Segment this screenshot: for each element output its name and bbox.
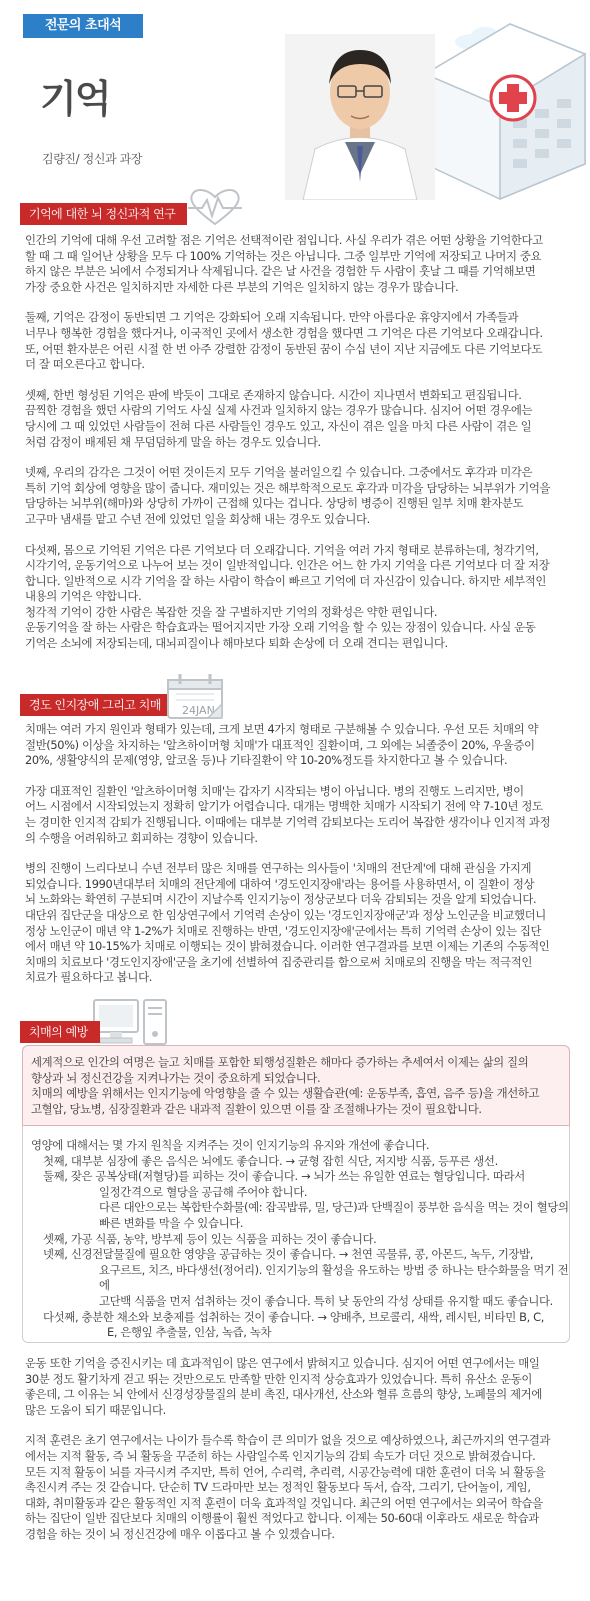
diet-item-fourth-cont: 고단백 식품을 먼저 섭취하는 것이 좋습니다. 특히 낮 동안의 각성 상태를 유지할 때도 좋습니다. — [99, 1293, 553, 1308]
heartbeat-icon — [186, 186, 244, 228]
s3-para-exercise: 운동 또한 기억을 증진시키는 데 효과적임이 많은 연구에서 밝혀지고 있습니다. 심지어 어떤 연구에서는 매일 30분 정도 활기차게 걷고 뛰는 것만으로도 만족할 만한 인지적 상승효과가 있었습니다. 특히 유산소 운동이 좋은데, 그 이유는 뇌 안에서 신경성장물질의 분비 촉진, 대사개선, 산소와 혈류 흐름의 향상, 노폐물의 제거에 많은 도움이 되기 때문입니다. — [25, 1356, 542, 1417]
s1-para2: 둘째, 기억은 감정이 동반되면 그 기억은 강화되어 오래 지속됩니다. 만약 아름다운 휴양지에서 가족들과 너무나 행복한 경험을 했다거나, 이국적인 곳에서 생소한 경험을 했다면 그 기억은 다른 기억보다 오래갑니다. 또, 어떤 환자분은 어린 시절 한 번 아주 강렬한 감정이 동반된 꿈이 수십 년이 지난 지금에도 다른 기억보다도 더 잘 떠오른다고 합니다. — [25, 310, 543, 372]
hospital-icon — [425, 24, 585, 199]
diet-item-second-cont: 빠른 변화를 막을 수 있습니다. — [99, 1215, 244, 1230]
calendar-icon — [164, 670, 230, 722]
page-title: 기억 — [40, 77, 110, 121]
diet-item-fifth-cont: E, 은행잎 추출물, 인삼, 녹즙, 녹차 — [107, 1325, 272, 1340]
hero-illustration — [285, 14, 590, 200]
diet-item-second-cont: 다른 대안으로는 복합탄수화물(예: 잡곡밥류, 밀, 당근)과 단백질이 풍부한 음식을 먹는 것이 혈당의 — [99, 1200, 569, 1215]
s2-para3: 병의 진행이 느리다보니 수년 전부터 많은 치매를 연구하는 의사들이 '치매의 전단계'에 대해 관심을 가지게 되었습니다. 1990년대부터 치매의 전단계에 대하여 '경도인지장애'라는 용어를 사용하면서, 이 질환이 정상 뇌 노화와는 확연히 구분되며 시간이 지날수록 인지기능이 정상군보다 더욱 감퇴되는 것을 알게 되었습니다. 대단위 집단군을 대상으로 한 임상연구에서 기억력 손상이 있는 '경도인지장애군'과 정상 노인군을 비교했더니 정상 노인군이 매년 약 1-2%가 치매로 진행하는 반면, '경도인지장애'군에서는 특히 기억력 손상이 있는 집단 에서 매년 약 10-15%가 치매로 이행되는 것이 밝혀졌습니다. 이러한 연구결과를 보면 이제는 기존의 수동적인 치매의 치료보다 '경도인지장애'군을 초기에 선별하여 집중관리를 함으로써 치매로의 진행을 막는 적극적인 치료가 필요하다고 봅니다. — [25, 861, 550, 985]
diet-intro: 영양에 대해서는 몇 가지 원칙을 지켜주는 것이 인지기능의 유지와 개선에 좋습니다. — [31, 1138, 430, 1152]
calendar-label: 24JAN — [182, 704, 215, 717]
diet-item-second-cont: 일정간격으로 혈당을 공급해 주어야 합니다. — [99, 1184, 308, 1199]
s1-para5: 다섯째, 몸으로 기억된 기억은 다른 기억보다 더 오래갑니다. 기억을 여러 가지 형태로 분류하는데, 청각기억, 시각기억, 운동기억으로 나누어 보는 것이 일반적입니다. 인간은 어느 한 가지 기억을 다른 기억보다 더 잘 저장 합니다. 일반적으로 시각 기억을 잘 하는 사람이 학습이 빠르고 기억에 더 자신감이 있습니다. 하지만 세부적인 내용의 기억은 약합니다. 청각적 기억이 강한 사람은 복잡한 것을 잘 구별하지만 기억의 정확성은 약한 편입니다. 운동기억을 잘 하는 사람은 학습효과는 떨어지지만 가장 오래 기억을 할 수 있는 장점이 있습니다. 사실 운동 기억은 소뇌에 저장되는데, 대뇌피질이나 해마보다 퇴화 손상에 더 오래 견디는 편입니다. — [25, 542, 550, 651]
s2-para1: 치매는 여러 가지 원인과 형태가 있는데, 크게 보면 4가지 형태로 구분해볼 수 있습니다. 우선 모든 치매의 약 절반(50%) 이상을 차지하는 '알츠하이머형 치매'가 대표적인 질환이며, 그 외에는 뇌졸중이 20%, 우울증이 20%, 생활양식의 문제(영양, 알코올 등)나 기타질환이 약 10-20%정도를 차지한다고 볼 수 있습니다. — [25, 722, 539, 768]
diet-item-first: 첫째, 대부분 심장에 좋은 음식은 뇌에도 좋습니다. → 균형 잡힌 식단, 저지방 식품, 등푸른 생선. — [43, 1153, 498, 1168]
prevention-intro: 세계적으로 인간의 여명은 늘고 치매를 포함한 퇴행성질환은 해마다 증가하는 추세여서 이제는 삶의 질의 향상과 뇌 정신건강을 지켜나가는 것이 중요하게 되었습니다. 치매의 예방을 위해서는 인지기능에 악영향을 줄 수 있는 생활습관(예: 운동부족, 흡연, 음주 등)을 개선하고 고혈압, 당뇨병, 심장질환과 같은 내과적 질환이 있으면 이를 잘 조절해나가는 것이 필요합니다. — [31, 1055, 540, 1116]
s1-para3: 셋째, 한번 형성된 기억은 판에 박듯이 그대로 존재하지 않습니다. 시간이 지나면서 변화되고 편집됩니다. 끔찍한 경험을 했던 사람의 기억도 사실 실제 사건과 일치하지 않는 경우가 많습니다. 심지어 어떤 경우에는 당시에 그 때 있었던 사람들이 전혀 다른 사람들인 경우도 있고, 자신이 겪은 일을 마치 다른 사람이 겪은 일 처럼 감정이 배제된 채 무덤덤하게 말을 하는 경우도 있습니다. — [25, 387, 533, 449]
diet-item-second: 둘째, 잦은 공복상태(저혈당)를 피하는 것이 좋습니다. → 뇌가 쓰는 유일한 연료는 혈당입니다. 따라서 — [43, 1169, 525, 1184]
s3-para-training: 지적 훈련은 초기 연구에서는 나이가 들수록 학습이 큰 의미가 없을 것으로 예상하였으나, 최근까지의 연구결과 에서는 지적 활동, 즉 뇌 활동을 꾸준히 하는 사람일수록 인지기능의 감퇴 속도가 더딘 것으로 밝혀졌습니다. 모든 지적 활동이 뇌를 자극시켜 주지만, 특히 언어, 수리력, 추리력, 시공간능력에 대한 훈련이 더욱 뇌 활동을 촉진시켜 주는 것 같습니다. 단순히 TV 드라마만 보는 정적인 활동보다 독서, 습작, 그리기, 단어놀이, 게임, 대화, 취미활동과 같은 활동적인 지적 훈련이 더욱 효과적일 것입니다. 최근의 어떤 연구에서는 외국어 학습을 하는 집단이 일반 집단보다 치매의 이행률이 훨씬 적었다고 합니다. 이제는 50-60대 이후라도 새로운 학습과 경험을 하는 것이 뇌 정신건강에 매우 이롭다고 볼 수 있겠습니다. — [25, 1433, 551, 1541]
diet-item-third: 셋째, 가공 식품, 농약, 방부제 등이 있는 식품을 피하는 것이 좋습니다. — [43, 1231, 377, 1246]
doctor-photo — [285, 34, 435, 200]
section3-body — [25, 1356, 577, 1543]
section-title-mci-dementia: 경도 인지장애 그리고 치매 — [20, 694, 173, 716]
diet-item-fourth: 넷째, 신경전달물질에 필요한 영양을 공급하는 것이 좋습니다. → 천연 곡물류, 콩, 아몬드, 녹두, 기장밥, — [43, 1247, 534, 1262]
section-title-prevention: 치매의 예방 — [20, 1021, 100, 1043]
section1-body — [25, 233, 577, 652]
computer-icon — [90, 994, 170, 1050]
section2-body — [25, 722, 577, 986]
author-line: 김량진/ 정신과 과장 — [42, 152, 143, 166]
s1-para4: 넷째, 우리의 감각은 그것이 어떤 것이든지 모두 기억을 불러일으킬 수 있습니다. 그중에서도 후각과 미각은 특히 기억 회상에 영향을 많이 줍니다. 재미있는 것은 해부학적으로도 후각과 미각을 담당하는 뇌부위가 기억을 담당하는 뇌부위(해마)와 상당히 가까이 근접해 있다는 겁니다. 상당히 병증이 진행된 일부 치매 환자분도 고구마 냄새를 맡고 수년 전에 있었던 일을 회상해 내는 경우도 있습니다. — [25, 465, 551, 526]
column-badge: 전문의 초대석 — [23, 14, 143, 38]
diet-item-fifth: 다섯째, 충분한 채소와 보충제를 섭취하는 것이 좋습니다. → 양배추, 브로콜리, 새싹, 레시틴, 비타민 B, C, — [43, 1309, 545, 1324]
nutrition-box — [22, 1125, 570, 1343]
section-title-memory-research: 기억에 대한 뇌 정신과적 연구 — [20, 203, 187, 225]
diet-item-fourth-cont: 요구르트, 치즈, 바다생선(정어리). 인지기능의 활성을 유도하는 방법 중 하나는 탄수화물을 먹기 전에 — [99, 1262, 569, 1293]
prevention-highlight-box — [22, 1045, 570, 1126]
s2-para2: 가장 대표적인 질환인 '알츠하이머형 치매'는 갑자기 시작되는 병이 아닙니다. 병의 진행도 느리지만, 병이 어느 시점에서 시작되었는지 정확히 알기가 어렵습니다. 대개는 명백한 치매가 시작되기 전에 약 7-10년 정도 는 경미한 인지적 감퇴가 진행됩니다. 이때에는 대부분 기억력 감퇴보다는 도리어 복잡한 생각이나 인지적 과정 의 수행을 어려워하고 회피하는 경향이 있습니다. — [25, 783, 551, 845]
s1-para1: 인간의 기억에 대해 우선 고려할 점은 기억은 선택적이란 점입니다. 사실 우리가 겪은 어떤 상황을 기억한다고 할 때 그 때 일어난 상황을 모두 다 100% 기억하는 것은 아닙니다. 그중 일부만 기억에 저장되고 나머지 중요 하지 않은 부분은 뇌에서 수정되거나 삭제됩니다. 같은 날 사건을 경험한 두 사람이 훗날 그 때를 기억해보면 가장 중요한 사건은 일치하지만 자세한 다른 부분의 기억은 일치하지 않는 경우가 많습니다. — [25, 233, 543, 294]
